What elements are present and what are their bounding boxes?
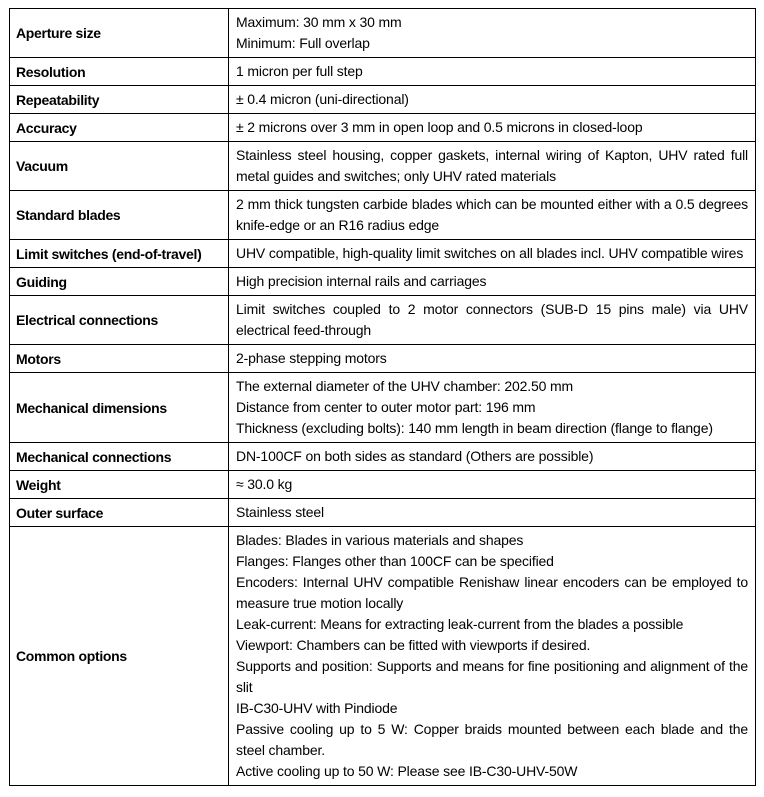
spec-label: Aperture size xyxy=(10,9,229,58)
table-row-aperture-size xyxy=(10,9,756,58)
spec-value xyxy=(229,142,756,191)
spec-value-line: Passive cooling up to 5 W: Copper braids mounted between each blade and the steel chamber. xyxy=(236,721,748,758)
spec-value xyxy=(229,9,756,58)
spec-value-line: Thickness (excluding bolts): 140 mm length in beam direction (flange to flange) xyxy=(236,420,713,436)
spec-value-line: ≈ 30.0 kg xyxy=(236,476,293,492)
spec-value xyxy=(229,345,756,373)
spec-value-line: 2 mm thick tungsten carbide blades which can be mounted either with a 0.5 degrees knife-edge or an R16 radius edge xyxy=(236,196,748,233)
spec-value xyxy=(229,527,756,786)
spec-value-line: Active cooling up to 50 W: Please see IB-C30-UHV-50W xyxy=(236,763,578,779)
table-row-mechanical-connections xyxy=(10,443,756,471)
spec-value-line: DN-100CF on both sides as standard (Others are possible) xyxy=(236,448,594,464)
spec-value xyxy=(229,86,756,114)
table-row-motors xyxy=(10,345,756,373)
table-row-vacuum xyxy=(10,142,756,191)
spec-label: Weight xyxy=(10,471,229,499)
spec-value-line: Maximum: 30 mm x 30 mm xyxy=(236,14,402,30)
spec-value-line: Leak-current: Means for extracting leak-current from the blades a possible xyxy=(236,616,684,632)
spec-value-line: Flanges: Flanges other than 100CF can be specified xyxy=(236,553,554,569)
spec-label: Electrical connections xyxy=(10,296,229,345)
spec-value-line: Stainless steel housing, copper gaskets, internal wiring of Kapton, UHV rated full metal guides and switches; only UHV rated materials xyxy=(236,147,748,184)
spec-value-line: 2-phase stepping motors xyxy=(236,350,387,366)
spec-value xyxy=(229,296,756,345)
table-row-resolution xyxy=(10,58,756,86)
spec-value-line: Stainless steel xyxy=(236,504,325,520)
spec-value xyxy=(229,443,756,471)
table-row-repeatability xyxy=(10,86,756,114)
spec-label: Mechanical connections xyxy=(10,443,229,471)
spec-value-line: Distance from center to outer motor part: 196 mm xyxy=(236,399,536,415)
table-row-electrical-connections xyxy=(10,296,756,345)
spec-value-line: Viewport: Chambers can be fitted with viewports if desired. xyxy=(236,637,591,653)
spec-value xyxy=(229,191,756,240)
spec-value xyxy=(229,268,756,296)
spec-value-line: 1 micron per full step xyxy=(236,63,363,79)
spec-value xyxy=(229,373,756,443)
table-row-guiding xyxy=(10,268,756,296)
table-row-common-options xyxy=(10,527,756,786)
spec-value-line: Supports and position: Supports and means for fine positioning and alignment of the slit xyxy=(236,658,748,695)
spec-value xyxy=(229,499,756,527)
spec-label: Limit switches (end-of-travel) xyxy=(10,240,229,268)
spec-label: Repeatability xyxy=(10,86,229,114)
spec-value-line: Encoders: Internal UHV compatible Renishaw linear encoders can be employed to measure true motion locally xyxy=(236,574,748,611)
spec-label: Common options xyxy=(10,527,229,786)
spec-value-line: High precision internal rails and carriages xyxy=(236,273,487,289)
spec-label: Vacuum xyxy=(10,142,229,191)
spec-value-line: Limit switches coupled to 2 motor connectors (SUB-D 15 pins male) via UHV electrical feed-through xyxy=(236,301,748,338)
spec-value-line: ± 0.4 micron (uni-directional) xyxy=(236,91,409,107)
spec-value xyxy=(229,114,756,142)
spec-label: Resolution xyxy=(10,58,229,86)
table-row-weight xyxy=(10,471,756,499)
spec-label: Accuracy xyxy=(10,114,229,142)
table-row-standard-blades xyxy=(10,191,756,240)
spec-label: Standard blades xyxy=(10,191,229,240)
spec-value-line: Minimum: Full overlap xyxy=(236,35,370,51)
table-row-limit-switches xyxy=(10,240,756,268)
spec-label: Outer surface xyxy=(10,499,229,527)
table-row-outer-surface xyxy=(10,499,756,527)
spec-value-line: IB-C30-UHV with Pindiode xyxy=(236,700,398,716)
spec-label: Mechanical dimensions xyxy=(10,373,229,443)
table-row-accuracy xyxy=(10,114,756,142)
spec-value-line: Blades: Blades in various materials and shapes xyxy=(236,532,524,548)
spec-value xyxy=(229,58,756,86)
spec-value-line: UHV compatible, high-quality limit switches on all blades incl. UHV compatible wires xyxy=(236,245,744,261)
spec-table xyxy=(9,8,756,786)
spec-label: Guiding xyxy=(10,268,229,296)
table-row-mechanical-dimensions xyxy=(10,373,756,443)
spec-value-line: The external diameter of the UHV chamber: 202.50 mm xyxy=(236,378,574,394)
spec-label: Motors xyxy=(10,345,229,373)
spec-value-line: ± 2 microns over 3 mm in open loop and 0.5 microns in closed-loop xyxy=(236,119,643,135)
spec-value xyxy=(229,240,756,268)
spec-value xyxy=(229,471,756,499)
